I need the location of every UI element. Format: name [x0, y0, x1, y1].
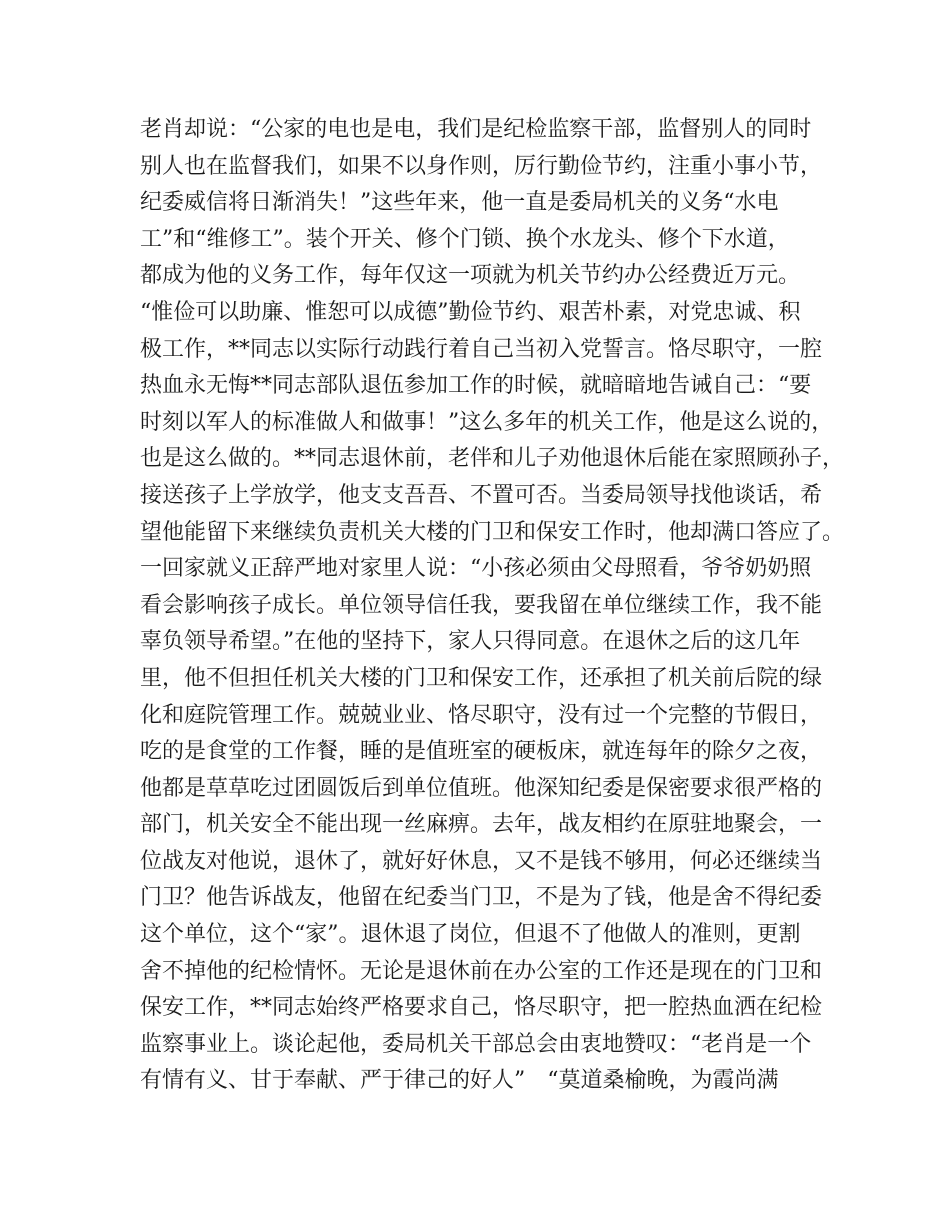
text-line: 门卫？他告诉战友，他留在纪委当门卫，不是为了钱，他是舍不得纪委 [140, 885, 823, 911]
text-line: 一回家就义正辞严地对家里人说：“小孩必须由父母照看，爷爷奶奶照 [140, 556, 812, 582]
text-line: 辜负领导希望。”在他的坚持下，家人只得同意。在退休之后的这几年 [140, 629, 801, 655]
text-line: 也是这么做的。**同志退休前，老伴和儿子劝他退休后能在家照顾孙子， [140, 446, 845, 472]
text-line: 他都是草草吃过团圆饭后到单位值班。他深知纪委是保密要求很严格的 [140, 775, 823, 801]
text-line: 化和庭院管理工作。兢兢业业、恪尽职守，没有过一个完整的节假日， [140, 702, 823, 728]
text-line: 时刻以军人的标准做人和做事！”这么多年的机关工作，他是这么说的， [140, 409, 834, 435]
text-line: 有情有义、甘于奉献、严于律己的好人” “莫道桑榆晚，为霞尚满 [140, 1068, 779, 1094]
text-line: 极工作，**同志以实际行动践行着自己当初入党誓言。恪尽职守，一腔 [140, 336, 823, 362]
body-text [140, 112, 845, 1100]
text-line: 监察事业上。谈论起他，委局机关干部总会由衷地赞叹：“老肖是一个 [140, 1031, 812, 1057]
text-line: 纪委威信将日渐消失！”这些年来，他一直是委局机关的义务“水电 [140, 190, 779, 216]
text-line: 这个单位，这个“家”。退休退了岗位，但退不了他做人的准则，更割 [140, 922, 801, 948]
text-line: 位战友对他说，退休了，就好好休息，又不是钱不够用，何必还继续当 [140, 848, 823, 874]
text-line: 吃的是食堂的工作餐，睡的是值班室的硬板床，就连每年的除夕之夜， [140, 739, 823, 765]
text-line: 热血永无悔**同志部队退伍参加工作的时候，就暗暗地告诫自己：“要 [140, 373, 812, 399]
text-line: 望他能留下来继续负责机关大楼的门卫和保安工作时，他却满口答应了。 [140, 519, 845, 545]
text-line: 工”和“维修工”。装个开关、修个门锁、换个水龙头、修个下水道， [140, 226, 790, 252]
text-line: 舍不掉他的纪检情怀。无论是退休前在办公室的工作还是现在的门卫和 [140, 958, 823, 984]
text-line: 老肖却说：“公家的电也是电，我们是纪检监察干部，监督别人的同时 [140, 117, 812, 142]
text-line: 看会影响孩子成长。单位领导信任我，要我留在单位继续工作，我不能 [140, 592, 823, 618]
text-line: 都成为他的义务工作，每年仅这一项就为机关节约办公经费近万元。 [140, 263, 801, 289]
text-line: 里，他不但担任机关大楼的门卫和保安工作，还承担了机关前后院的绿 [140, 665, 823, 691]
text-line: 接送孩子上学放学，他支支吾吾、不置可否。当委局领导找他谈话，希 [140, 482, 823, 508]
text-line: “惟俭可以助廉、惟恕可以成德”勤俭节约、艰苦朴素，对党忠诚、积 [140, 299, 801, 325]
text-line: 别人也在监督我们，如果不以身作则，厉行勤俭节约，注重小事小节， [140, 153, 823, 179]
text-line: 保安工作，**同志始终严格要求自己，恪尽职守，把一腔热血洒在纪检 [140, 995, 823, 1021]
text-line: 部门，机关安全不能出现一丝麻痹。去年，战友相约在原驻地聚会，一 [140, 812, 823, 838]
